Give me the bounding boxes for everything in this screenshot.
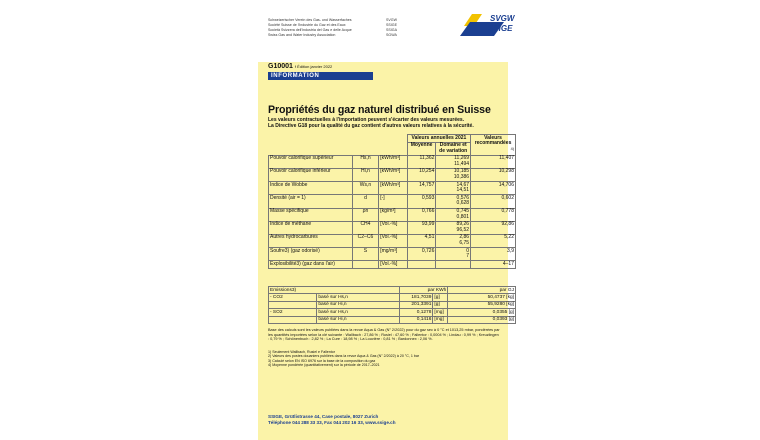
- row-label: Masse spécifique: [269, 208, 353, 221]
- row-label: Pouvoir calorifique inférieur: [269, 168, 353, 181]
- row-recommended: 0,778: [471, 208, 516, 221]
- organization-abbr: SVGW: [386, 18, 397, 22]
- emission-per-gj: 55,9280 [kg]: [448, 301, 516, 308]
- range-max: 14,51: [456, 187, 470, 194]
- emission-label: - CO2: [269, 294, 317, 301]
- row-recommended: 0,602: [471, 195, 516, 208]
- footer-address: SSIGE, Grütlistrasse 44, Case postale, 8027 Zurich: [268, 414, 379, 419]
- range-min: 89,26: [456, 221, 470, 228]
- row-range: [436, 248, 471, 261]
- emission-kwh-unit: [g]: [433, 294, 448, 301]
- emission-per-kwh: 201,3391: [399, 301, 433, 308]
- footer-contact: Téléphone 044 288 33 33, Fax 044 202 16 33, www.ssige.ch: [268, 419, 396, 425]
- calculation-notes: Base des calculs sont les valeurs publiées dans la revue Aqua & Gas (N° 2/2022) pour du gaz sec à 0 °C et 1013,25 mbar, pondérées par les quantités importées selon la clé suivante : Wallbach : 27,86 % ; Rusiel : 47,60 % ; Fallentor : 0,0004 % ; Lindau : 0,99 % ; Kreuzlingen : 0,79 % ; Schönenbuch : 2,82 % ; La Cure : 18,98 % ; La Louvière : 0,81 % ; Bardonnex : 2,06 %.: [268, 328, 500, 342]
- svgw-logo: [460, 12, 520, 38]
- emission-label: - SO2: [269, 309, 317, 316]
- row-symbol: [352, 261, 379, 269]
- header-annual-values: Valeurs annuelles 2021: [407, 135, 470, 143]
- document-number: [268, 63, 332, 70]
- row-range: [436, 182, 471, 195]
- row-mean: 93,99: [407, 221, 436, 234]
- table-row: [269, 195, 516, 208]
- row-range: [436, 208, 471, 221]
- row-symbol: C2–C6: [352, 234, 379, 247]
- emissions-row: [269, 301, 516, 308]
- row-recommended: 11,407: [471, 155, 516, 168]
- emissions-body: [269, 294, 516, 324]
- organization-abbr: SSIGA: [386, 28, 397, 32]
- table-header-row: [269, 135, 516, 143]
- row-range: [436, 261, 471, 269]
- table-row: [269, 248, 516, 261]
- footnote: 1) Seulement Wallbach, Rusiel e Fallentor: [268, 350, 335, 354]
- row-unit: [Vol.-%]: [379, 261, 408, 269]
- range-min: 0,745: [456, 208, 470, 215]
- emission-basis: basé sur Hi,n: [317, 301, 399, 308]
- row-symbol: Hi,n: [352, 168, 379, 181]
- row-mean: 0,766: [407, 208, 436, 221]
- row-label: Indice de Wobbe: [269, 182, 353, 195]
- emissions-row: [269, 309, 516, 316]
- emission-per-gj: 0,0355 [g]: [448, 309, 516, 316]
- range-min: 14,67: [456, 181, 470, 188]
- page-title: Propriétés du gaz naturel distribué en Suisse: [268, 104, 491, 116]
- row-recommended: 92,86: [471, 221, 516, 234]
- row-label: Densité (air = 1): [269, 195, 353, 208]
- page-subtitle: [268, 117, 500, 129]
- range-max: 0,628: [456, 200, 470, 207]
- header-recommended-label: Valeurs recommandées: [474, 134, 512, 147]
- emissions-row: [269, 294, 516, 301]
- row-label: Autres hydrocarbures: [269, 234, 353, 247]
- emission-label: [269, 301, 317, 308]
- emissions-col-kwh: par KWh: [399, 287, 448, 294]
- row-unit: [kWh/m³]: [379, 168, 408, 181]
- row-mean: [407, 261, 436, 269]
- emission-basis: basé sur Hs,n: [317, 294, 399, 301]
- organization-abbr: SSIGE: [386, 23, 397, 27]
- row-unit: [kg/m³]: [379, 208, 408, 221]
- range-max: 11,494: [454, 160, 470, 167]
- table-row: [269, 208, 516, 221]
- emission-per-gj: 0,0393 [g]: [448, 316, 516, 323]
- row-mean: 11,362: [407, 155, 436, 168]
- range-min: 0: [466, 247, 470, 254]
- row-mean: 4,51: [407, 234, 436, 247]
- row-symbol: Ws,n: [352, 182, 379, 195]
- organization-name: Società Svizzera dell'Industria del Gas e delle Acque: [268, 28, 352, 32]
- range-max: 96,52: [456, 226, 470, 233]
- emission-per-kwh: 181,7039: [399, 294, 433, 301]
- table-row: [269, 155, 516, 168]
- emissions-header-row: [269, 287, 516, 294]
- row-recommended: 5,22: [471, 234, 516, 247]
- emissions-title: Emissions3): [269, 287, 400, 294]
- document-code: G10001: [268, 63, 293, 70]
- row-mean: 0,593: [407, 195, 436, 208]
- category-bar: INFORMATION: [268, 72, 373, 80]
- gas-properties-table: [268, 134, 516, 269]
- organization-name: Swiss Gas and Water Industry Association: [268, 33, 336, 37]
- row-symbol: S: [352, 248, 379, 261]
- emissions-col-gj: par GJ: [448, 287, 516, 294]
- emission-basis: basé sur Hs,n: [317, 309, 399, 316]
- range-min: 0,576: [456, 194, 470, 201]
- row-mean: 10,254: [407, 168, 436, 181]
- range-max: 6,75: [459, 240, 470, 246]
- emission-basis: basé sur Hi,n: [317, 316, 399, 323]
- row-recommended: 4–17: [471, 261, 516, 269]
- row-recommended: 3,9: [471, 248, 516, 261]
- row-unit: [-]: [379, 195, 408, 208]
- document-footer: [268, 414, 396, 425]
- row-mean: 14,757: [407, 182, 436, 195]
- row-range: [436, 155, 471, 168]
- footnote: 4) Moyenne pondérée (quantitativement) sur la période de 2017–2021: [268, 363, 380, 368]
- range-max: 7: [466, 253, 470, 260]
- range-max: 0,801: [456, 213, 470, 220]
- emission-per-kwh: 0,1416: [399, 316, 433, 323]
- range-min: 2,86: [459, 234, 470, 241]
- header-mean: Moyenne: [407, 142, 436, 155]
- row-symbol: CH4: [352, 221, 379, 234]
- row-range: [436, 234, 471, 247]
- table-row: [269, 168, 516, 181]
- row-recommended: 14,706: [471, 182, 516, 195]
- emissions-table: [268, 286, 516, 324]
- row-label: Soufre3) (gaz odorisé): [269, 248, 353, 261]
- row-symbol: ρn: [352, 208, 379, 221]
- row-symbol: Hs,n: [352, 155, 379, 168]
- header-range: Domaine et de variation: [436, 142, 471, 155]
- table-body: [269, 155, 516, 268]
- footnotes: [268, 350, 500, 368]
- emission-per-gj: 50,4737 [kg]: [448, 294, 516, 301]
- emission-kwh-unit: [g]: [433, 301, 448, 308]
- row-range: [436, 221, 471, 234]
- row-unit: [kWh/m³]: [379, 155, 408, 168]
- row-range: [436, 168, 471, 181]
- subtitle-line: Les valeurs contractuelles à l'importation peuvent s'écarter des valeurs mesurées.: [268, 117, 465, 123]
- table-row: [269, 261, 516, 269]
- organization-row: [268, 33, 406, 38]
- row-unit: [mg/m³]: [379, 248, 408, 261]
- organization-name: Société Suisse de l'Industrie du Gaz et des Eaux: [268, 23, 346, 27]
- footnote: 2) Valeurs des postes douaniers publiées dans la revue Aqua & Gas (N° 2/2022) à 20 °C, 1 bar: [268, 354, 420, 359]
- row-recommended: 10,298: [471, 168, 516, 181]
- row-unit: [Vol.-%]: [379, 234, 408, 247]
- footnote: 3) Calculé selon EN ISO 6976 sur la base de la composition du gaz: [268, 358, 376, 363]
- document-edition: f Édition janvier 2022: [294, 64, 333, 69]
- row-symbol: d: [352, 195, 379, 208]
- row-mean: 0,726: [407, 248, 436, 261]
- range-max: 10,386: [453, 174, 470, 181]
- header-recommended-note: 4): [510, 146, 514, 151]
- row-label: Explosibilité3) (gaz dans l'air): [269, 261, 353, 269]
- row-label: Pouvoir calorifique supérieur: [269, 155, 353, 168]
- subtitle-line: La Directive G18 pour la qualité du gaz contient d'autres valeurs relatives à la sécurité.: [268, 123, 474, 129]
- table-row: [269, 182, 516, 195]
- emission-kwh-unit: [mg]: [433, 316, 448, 323]
- table-row: [269, 234, 516, 247]
- range-min: 11,269: [454, 155, 470, 162]
- organization-name: Schweizerischer Verein des Gas- und Wasserfaches: [268, 18, 352, 22]
- emission-per-kwh: 0,1278: [399, 309, 433, 316]
- header-recommended-values: [471, 135, 516, 156]
- range-min: 10,185: [453, 168, 470, 175]
- emission-label: [269, 316, 317, 323]
- row-label: Indice de méthane: [269, 221, 353, 234]
- organization-list: [268, 18, 406, 38]
- logo-text-bottom: SSIGE: [488, 24, 513, 33]
- emission-kwh-unit: [mg]: [433, 309, 448, 316]
- document-page: [258, 0, 515, 440]
- row-range: [436, 195, 471, 208]
- emissions-row: [269, 316, 516, 323]
- table-row: [269, 221, 516, 234]
- logo-text-top: SVGW: [490, 14, 515, 23]
- row-unit: [Vol.-%]: [379, 221, 408, 234]
- row-unit: [kWh/m³]: [379, 182, 408, 195]
- organization-abbr: SGWA: [386, 33, 397, 37]
